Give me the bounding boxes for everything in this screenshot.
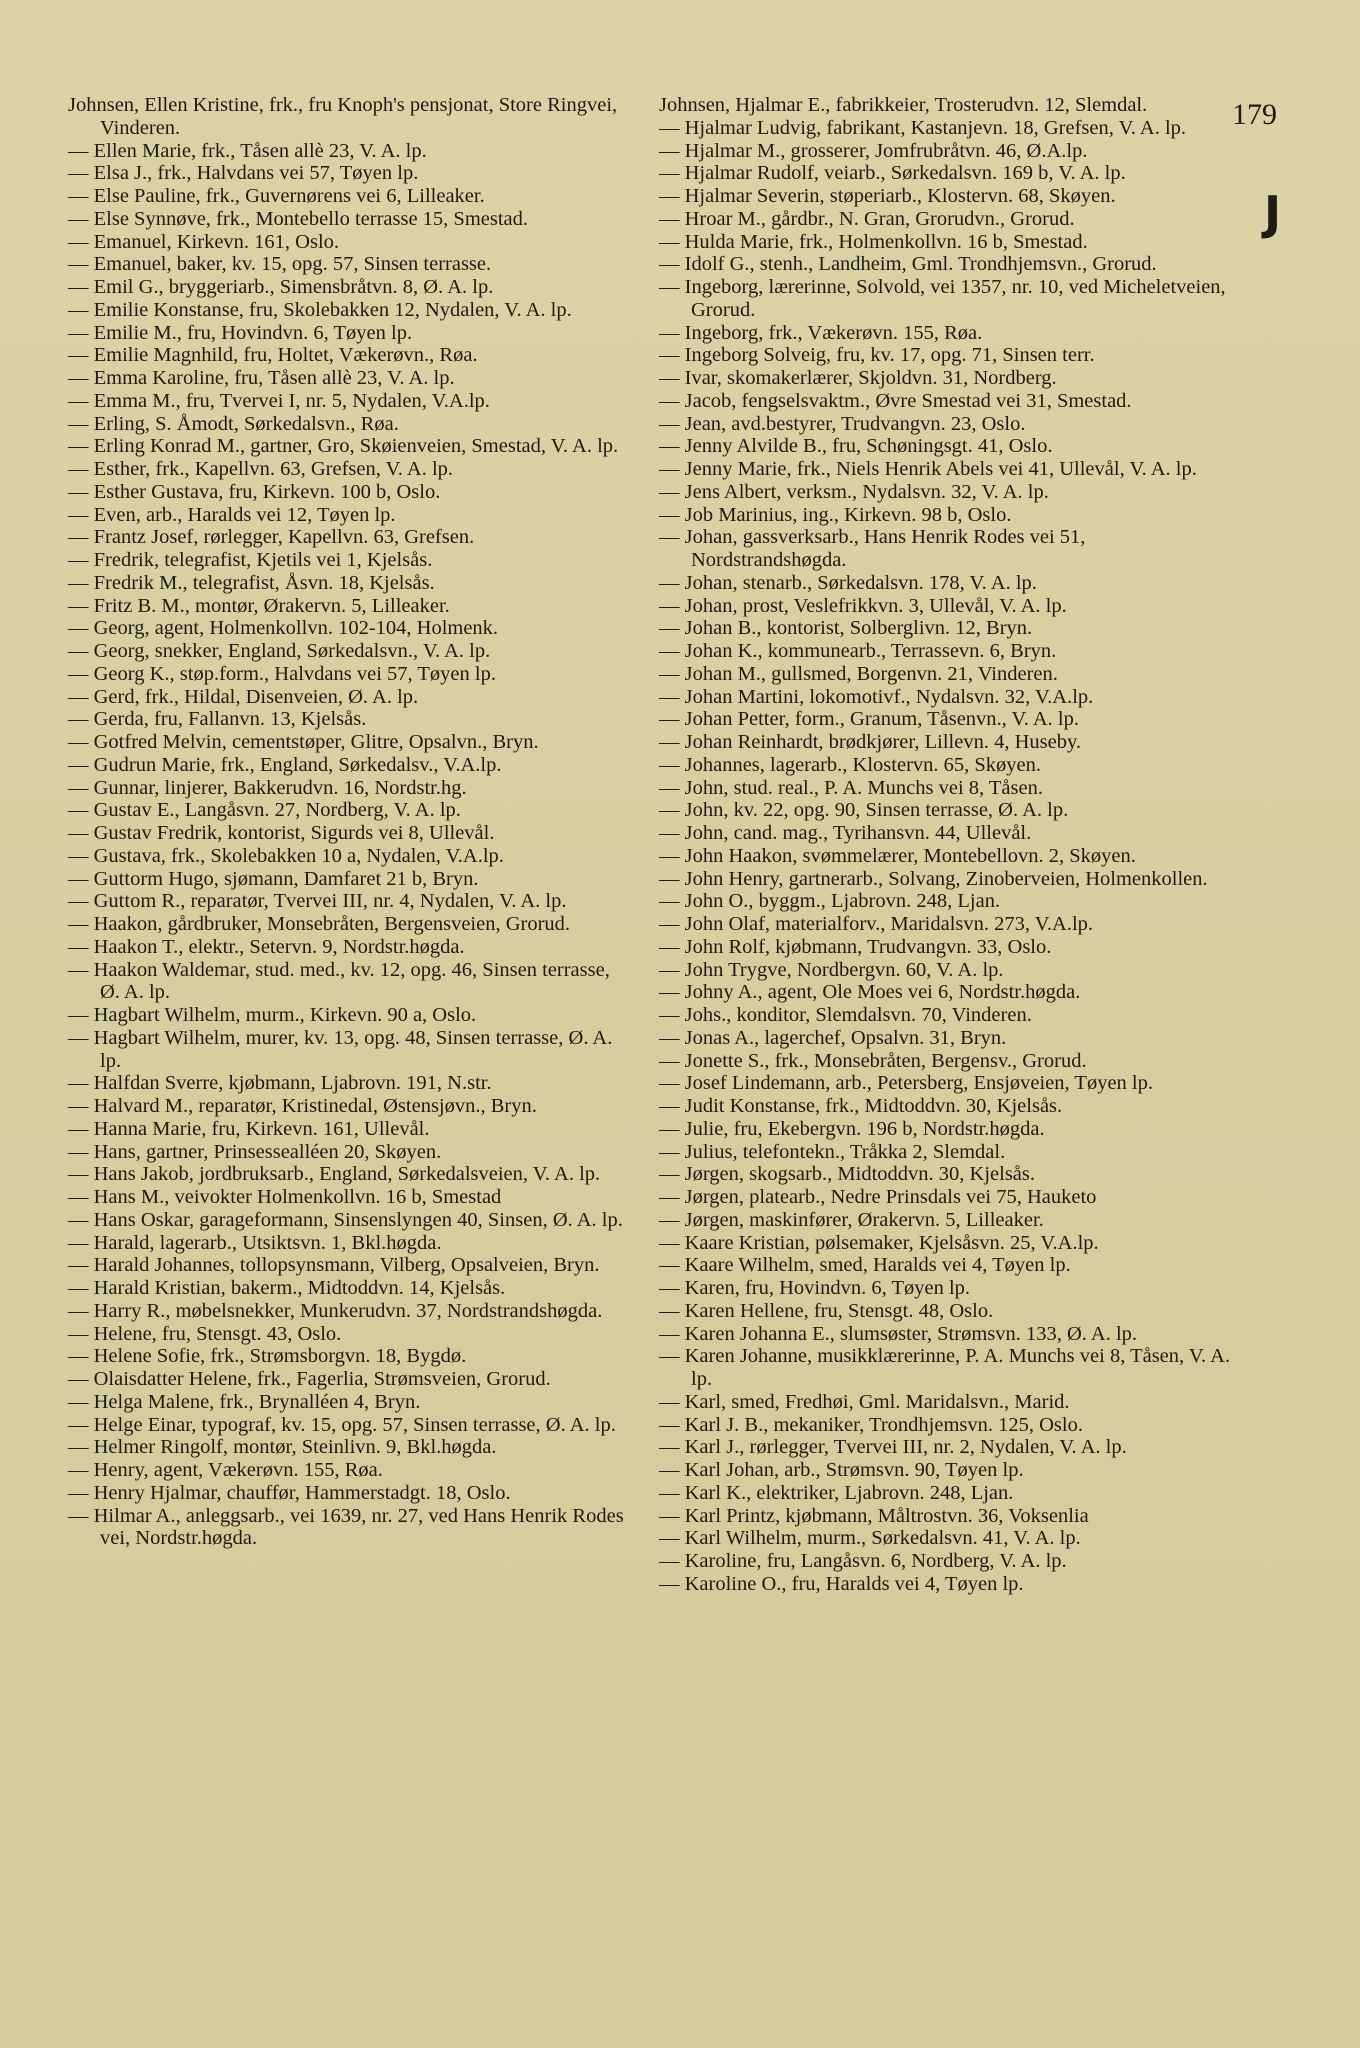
directory-entry: — Kaare Wilhelm, smed, Haralds vei 4, Tøyen lp. — [659, 1254, 1071, 1277]
directory-entry: — Jean, avd.bestyrer, Trudvangvn. 23, Oslo. — [659, 412, 1026, 435]
directory-entry: — Hans, gartner, Prinsessealléen 20, Skøyen. — [68, 1140, 442, 1163]
directory-entry: — Hilmar A., anleggsarb., vei 1639, nr. 27, ved Hans Henrik Rodes vei, Nordstr.høgda. — [68, 1504, 624, 1550]
directory-entry: — Ingeborg, frk., Vækerøvn. 155, Røa. — [659, 321, 983, 344]
directory-entry: — Johny A., agent, Ole Moes vei 6, Nordstr.høgda. — [659, 981, 1081, 1004]
directory-entry: — Harald Johannes, tollopsynsmann, Vilberg, Opsalveien, Bryn. — [68, 1254, 600, 1277]
directory-entry: — Emil G., bryggeriarb., Simensbråtvn. 8, Ø. A. lp. — [68, 276, 494, 298]
directory-entry: — Kaare Kristian, pølsemaker, Kjelsåsvn. 25, V.A.lp. — [659, 1231, 1099, 1254]
directory-entry: Johnsen, Ellen Kristine, frk., fru Knoph's pensjonat, Store Ringvei, Vinderen. — [68, 94, 618, 139]
directory-entry: — Karoline O., fru, Haralds vei 4, Tøyen lp. — [659, 1572, 1024, 1595]
directory-entry: — Johan Petter, form., Granum, Tåsenvn., V. A. lp. — [659, 708, 1079, 731]
directory-entry: — Hans Jakob, jordbruksarb., England, Sørkedalsveien, V. A. lp. — [68, 1163, 601, 1186]
directory-entry: — Else Synnøve, frk., Montebello terrasse 15, Smestad. — [68, 207, 529, 230]
directory-entry: — Helene, fru, Stensgt. 43, Oslo. — [68, 1322, 342, 1345]
directory-entry: — Julie, fru, Ekebergvn. 196 b, Nordstr.høgda. — [659, 1117, 1045, 1140]
directory-entry: — Jenny Alvilde B., fru, Schøningsgt. 41, Oslo. — [659, 435, 1053, 458]
directory-entry: — Karen, fru, Hovindvn. 6, Tøyen lp. — [659, 1277, 971, 1299]
directory-entry: — Jørgen, platearb., Nedre Prinsdals vei 75, Hauketo — [659, 1186, 1097, 1208]
directory-entry: Johnsen, Hjalmar E., fabrikkeier, Trosterudvn. 12, Slemdal. — [659, 94, 1148, 116]
directory-entry: — Haakon T., elektr., Setervn. 9, Nordstr.høgda. — [68, 935, 465, 958]
directory-entry: — Guttom R., reparatør, Tvervei III, nr. 4, Nydalen, V. A. lp. — [68, 890, 567, 913]
directory-entry: — Johan M., gullsmed, Borgenvn. 21, Vinderen. — [659, 662, 1058, 685]
directory-entry: — Harry R., møbelsnekker, Munkerudvn. 37, Nordstrandshøgda. — [68, 1299, 603, 1322]
directory-entry: — Emanuel, baker, kv. 15, opg. 57, Sinsen terrasse. — [68, 253, 492, 276]
directory-entry: — Jørgen, skogsarb., Midtoddvn. 30, Kjelsås. — [659, 1163, 1036, 1186]
directory-entry: — Karl K., elektriker, Ljabrovn. 248, Ljan. — [659, 1481, 1014, 1504]
directory-entry: — Hulda Marie, frk., Holmenkollvn. 16 b, Smestad. — [659, 230, 1088, 253]
directory-entry: — Halfdan Sverre, kjøbmann, Ljabrovn. 191, N.str. — [68, 1072, 492, 1095]
directory-entry: — Johannes, lagerarb., Klostervn. 65, Skøyen. — [659, 753, 1042, 776]
directory-entry: — Jonas A., lagerchef, Opsalvn. 31, Bryn. — [659, 1026, 1007, 1049]
directory-entry: — Johan, prost, Veslefrikkvn. 3, Ullevål, V. A. lp. — [659, 594, 1067, 617]
directory-entry: — Georg, agent, Holmenkollvn. 102-104, Holmenk. — [68, 617, 499, 640]
directory-entry: — John Haakon, svømmelærer, Montebellovn. 2, Skøyen. — [659, 844, 1136, 867]
directory-entry: — Johs., konditor, Slemdalsvn. 70, Vinderen. — [659, 1004, 1032, 1026]
directory-entry: — Helge Einar, typograf, kv. 15, opg. 57, Sinsen terrasse, Ø. A. lp. — [68, 1413, 616, 1436]
directory-entry: — Harald, lagerarb., Utsiktsvn. 1, Bkl.høgda. — [68, 1231, 442, 1254]
directory-entry: — Haakon, gårdbruker, Monsebråten, Bergensveien, Grorud. — [68, 913, 571, 935]
directory-entry: — Idolf G., stenh., Landheim, Gml. Trondhjemsvn., Grorud. — [659, 253, 1157, 276]
section-letter: J — [1264, 186, 1282, 240]
directory-entry: — Helga Malene, frk., Brynalléen 4, Bryn. — [68, 1390, 421, 1413]
directory-entry: — Hjalmar Severin, støperiarb., Klostervn. 68, Skøyen. — [659, 185, 1116, 207]
directory-entry: — Esther, frk., Kapellvn. 63, Grefsen, V. A. lp. — [68, 458, 454, 480]
directory-entry: — John Rolf, kjøbmann, Trudvangvn. 33, Oslo. — [659, 935, 1052, 958]
directory-entry: — Fredrik, telegrafist, Kjetils vei 1, Kjelsås. — [68, 549, 433, 571]
directory-entry: — John Olaf, materialforv., Maridalsvn. 273, V.A.lp. — [659, 913, 1094, 935]
directory-entry: — Job Marinius, ing., Kirkevn. 98 b, Oslo. — [659, 503, 1012, 526]
directory-entry: — Johan, gassverksarb., Hans Henrik Rodes vei 51, Nordstrandshøgda. — [659, 526, 1086, 571]
directory-entry: — Emilie Magnhild, fru, Holtet, Vækerøvn., Røa. — [68, 344, 478, 367]
directory-entry: — Elsa J., frk., Halvdans vei 57, Tøyen lp. — [68, 162, 419, 185]
directory-entry: — Gustav E., Langåsvn. 27, Nordberg, V. A. lp. — [68, 799, 461, 822]
directory-entry: — Fredrik M., telegrafist, Åsvn. 18, Kjelsås. — [68, 571, 435, 594]
directory-entry: — Harald Kristian, bakerm., Midtoddvn. 14, Kjelsås. — [68, 1277, 506, 1299]
directory-entry: — Erling Konrad M., gartner, Gro, Skøienveien, Smestad, V. A. lp. — [68, 435, 619, 458]
directory-entry: — Emanuel, Kirkevn. 161, Oslo. — [68, 230, 340, 253]
directory-entry: — John Henry, gartnerarb., Solvang, Zinoberveien, Holmenkollen. — [659, 867, 1208, 890]
directory-entry: — Haakon Waldemar, stud. med., kv. 12, opg. 46, Sinsen terrasse, Ø. A. lp. — [68, 958, 610, 1004]
directory-entry: — Karl, smed, Fredhøi, Gml. Maridalsvn., Marid. — [659, 1390, 1070, 1413]
directory-entry: — Esther Gustava, fru, Kirkevn. 100 b, Oslo. — [68, 480, 441, 503]
directory-entry: — Karen Johanna E., slumsøster, Strømsvn. 133, Ø. A. lp. — [659, 1322, 1138, 1345]
directory-entry: — Emilie Konstanse, fru, Skolebakken 12, Nydalen, V. A. lp. — [68, 298, 572, 321]
directory-entry: — Hanna Marie, fru, Kirkevn. 161, Ullevål. — [68, 1117, 430, 1140]
directory-entry: — Ivar, skomakerlærer, Skjoldvn. 31, Nordberg. — [659, 367, 1057, 389]
directory-entry: — Hagbart Wilhelm, murer, kv. 13, opg. 48, Sinsen terrasse, Ø. A. lp. — [68, 1026, 613, 1072]
directory-entry: — Hans Oskar, garageformann, Sinsenslyngen 40, Sinsen, Ø. A. lp. — [68, 1208, 623, 1231]
directory-entry: — Henry, agent, Vækerøvn. 155, Røa. — [68, 1459, 383, 1481]
directory-entry: — Gudrun Marie, frk., England, Sørkedalsv., V.A.lp. — [68, 753, 502, 776]
directory-entry: — Karl J., rørlegger, Tvervei III, nr. 2, Nydalen, V. A. lp. — [659, 1436, 1127, 1459]
directory-entry: — Josef Lindemann, arb., Petersberg, Ensjøveien, Tøyen lp. — [659, 1072, 1153, 1095]
directory-entry: — Karen Johanne, musikklærerinne, P. A. Munchs vei 8, Tåsen, V. A. lp. — [659, 1345, 1231, 1390]
directory-entry: — Jenny Marie, frk., Niels Henrik Abels vei 41, Ullevål, V. A. lp. — [659, 458, 1197, 480]
directory-entry: — Georg K., støp.form., Halvdans vei 57, Tøyen lp. — [68, 662, 496, 685]
directory-entry: — Erling, S. Åmodt, Sørkedalsvn., Røa. — [68, 412, 399, 435]
directory-entry: — Jonette S., frk., Monsebråten, Bergensv., Grorud. — [659, 1049, 1087, 1072]
directory-entry: — Jacob, fengselsvaktm., Øvre Smestad vei 31, Smestad. — [659, 389, 1132, 412]
directory-entry: — Hjalmar Rudolf, veiarb., Sørkedalsvn. 169 b, V. A. lp. — [659, 162, 1126, 185]
directory-entry: — Georg, snekker, England, Sørkedalsvn., V. A. lp. — [68, 640, 491, 662]
directory-entry: — Hagbart Wilhelm, murm., Kirkevn. 90 a, Oslo. — [68, 1004, 477, 1026]
directory-entry: — Emma M., fru, Tvervei I, nr. 5, Nydalen, V.A.lp. — [68, 389, 490, 412]
directory-entry: — Gustav Fredrik, kontorist, Sigurds vei 8, Ullevål. — [68, 822, 495, 844]
directory-entry: — John, kv. 22, opg. 90, Sinsen terrasse, Ø. A. lp. — [659, 799, 1069, 822]
directory-entry: — Julius, telefontekn., Tråkka 2, Slemdal. — [659, 1140, 1006, 1163]
directory-entry: — Gotfred Melvin, cementstøper, Glitre, Opsalvn., Bryn. — [68, 731, 539, 753]
directory-entry: — Henry Hjalmar, chauffør, Hammerstadgt. 18, Oslo. — [68, 1481, 511, 1504]
directory-entry: — Ingeborg Solveig, fru, kv. 17, opg. 71, Sinsen terr. — [659, 344, 1095, 367]
directory-entry: — John O., byggm., Ljabrovn. 248, Ljan. — [659, 890, 1001, 913]
directory-entry: — Gustava, frk., Skolebakken 10 a, Nydalen, V.A.lp. — [68, 844, 504, 867]
directory-entry: — Helene Sofie, frk., Strømsborgvn. 18, Bygdø. — [68, 1345, 467, 1368]
directory-entry: — Karl Wilhelm, murm., Sørkedalsvn. 41, V. A. lp. — [659, 1527, 1081, 1550]
directory-entry: — John, cand. mag., Tyrihansvn. 44, Ullevål. — [659, 822, 1032, 844]
left-column — [68, 94, 628, 1550]
directory-entry: — Jens Albert, verksm., Nydalsvn. 32, V. A. lp. — [659, 480, 1049, 503]
directory-entry: — Hans M., veivokter Holmenkollvn. 16 b, Smestad — [68, 1186, 502, 1208]
directory-entry: — Johan K., kommunearb., Terrassevn. 6, Bryn. — [659, 640, 1057, 662]
directory-entry: — Hjalmar M., grosserer, Jomfrubråtvn. 46, Ø.A.lp. — [659, 139, 1088, 162]
directory-entry: — Karl J. B., mekaniker, Trondhjemsvn. 125, Oslo. — [659, 1413, 1083, 1436]
directory-entry: — Guttorm Hugo, sjømann, Damfaret 21 b, Bryn. — [68, 867, 479, 890]
directory-entry: — Johan B., kontorist, Solberglivn. 12, Bryn. — [659, 617, 1033, 640]
directory-entry: — John Trygve, Nordbergvn. 60, V. A. lp. — [659, 958, 1004, 981]
page-number: 179 — [1232, 98, 1277, 131]
directory-entry: — Karl Printz, kjøbmann, Måltrostvn. 36, Voksenlia — [659, 1504, 1089, 1527]
directory-entry: — Frantz Josef, rørlegger, Kapellvn. 63, Grefsen. — [68, 526, 475, 549]
directory-entry: — Karoline, fru, Langåsvn. 6, Nordberg, V. A. lp. — [659, 1550, 1067, 1572]
directory-entry: — Judit Konstanse, frk., Midtoddvn. 30, Kjelsås. — [659, 1095, 1063, 1117]
directory-entry: — Emilie M., fru, Hovindvn. 6, Tøyen lp. — [68, 321, 413, 344]
directory-entry: — John, stud. real., P. A. Munchs vei 8, Tåsen. — [659, 776, 1043, 799]
directory-entry: — Johan, stenarb., Sørkedalsvn. 178, V. A. lp. — [659, 571, 1037, 594]
directory-entry: — Johan Martini, lokomotivf., Nydalsvn. 32, V.A.lp. — [659, 685, 1094, 708]
directory-entry: — Halvard M., reparatør, Kristinedal, Østensjøvn., Bryn. — [68, 1095, 537, 1117]
right-column — [659, 94, 1241, 1596]
directory-entry: — Olaisdatter Helene, frk., Fagerlia, Strømsveien, Grorud. — [68, 1368, 551, 1390]
directory-entry: — Emma Karoline, fru, Tåsen allè 23, V. A. lp. — [68, 367, 455, 389]
directory-entry: — Even, arb., Haralds vei 12, Tøyen lp. — [68, 503, 396, 526]
directory-entry: — Gerd, frk., Hildal, Disenveien, Ø. A. lp. — [68, 685, 419, 708]
directory-entry: — Else Pauline, frk., Guvernørens vei 6, Lilleaker. — [68, 185, 485, 207]
directory-entry: — Gerda, fru, Fallanvn. 13, Kjelsås. — [68, 708, 367, 731]
directory-entry: — Fritz B. M., montør, Ørakervn. 5, Lilleaker. — [68, 594, 450, 617]
directory-entry: — Karl Johan, arb., Strømsvn. 90, Tøyen lp. — [659, 1459, 1024, 1481]
directory-entry: — Ellen Marie, frk., Tåsen allè 23, V. A. lp. — [68, 139, 427, 162]
directory-entry: — Gunnar, linjerer, Bakkerudvn. 16, Nordstr.hg. — [68, 776, 467, 799]
directory-entry: — Jørgen, maskinfører, Ørakervn. 5, Lilleaker. — [659, 1208, 1044, 1231]
directory-entry: — Hroar M., gårdbr., N. Gran, Grorudvn., Grorud. — [659, 207, 1075, 230]
directory-entry: — Ingeborg, lærerinne, Solvold, vei 1357, nr. 10, ved Micheletveien, Grorud. — [659, 276, 1226, 321]
directory-entry: — Karen Hellene, fru, Stensgt. 48, Oslo. — [659, 1299, 994, 1322]
directory-entry: — Hjalmar Ludvig, fabrikant, Kastanjevn. 18, Grefsen, V. A. lp. — [659, 116, 1187, 139]
directory-entry: — Johan Reinhardt, brødkjører, Lillevn. 4, Huseby. — [659, 731, 1082, 753]
directory-entry: — Helmer Ringolf, montør, Steinlivn. 9, Bkl.høgda. — [68, 1436, 497, 1459]
